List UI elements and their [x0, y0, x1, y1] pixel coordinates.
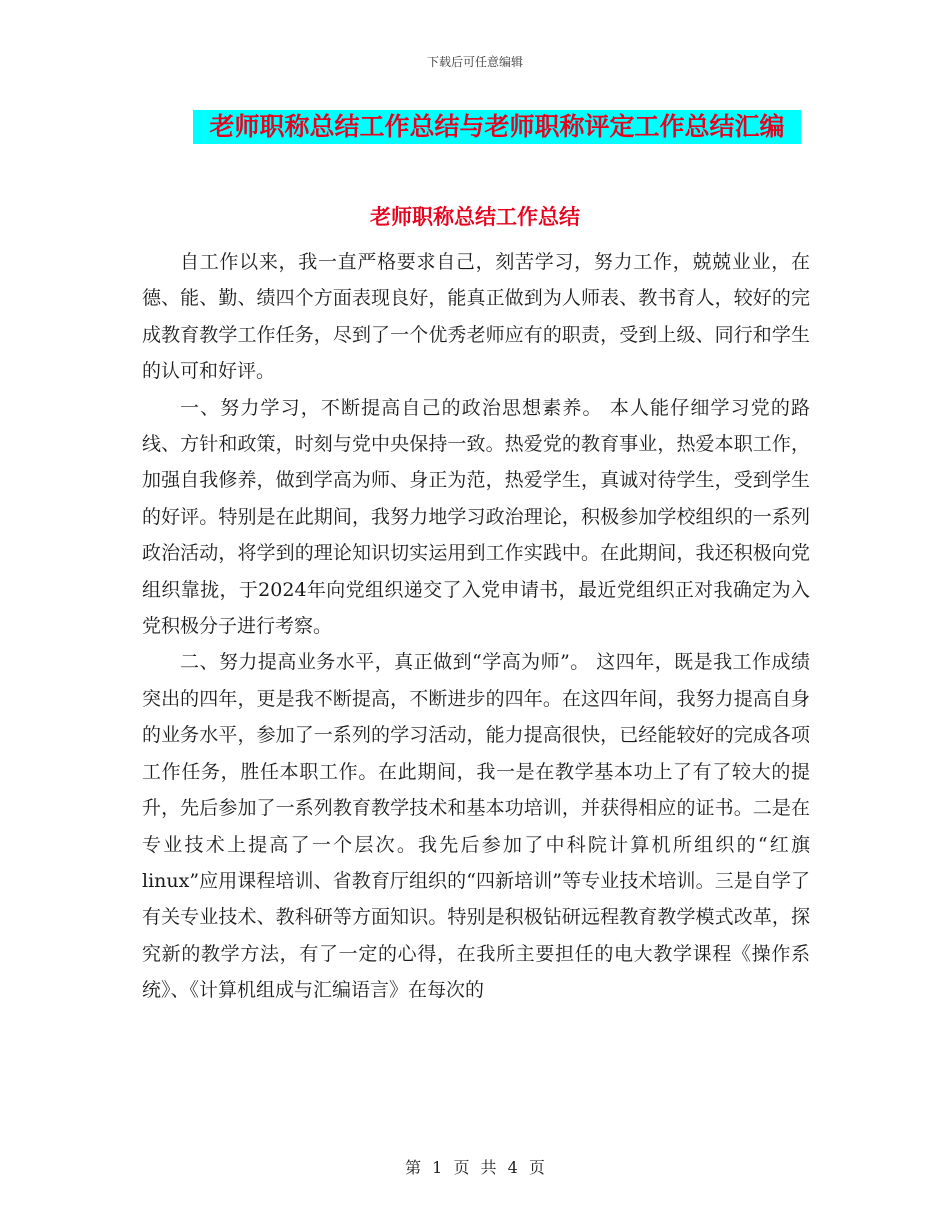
- body-text: [142, 244, 810, 1009]
- header-note: 下载后可任意编辑: [426, 55, 523, 69]
- page-footer: 第 1 页 共 4 页: [405, 1158, 545, 1177]
- section-title: 老师职称总结工作总结: [370, 205, 580, 229]
- paragraph: 自工作以来，我一直严格要求自己，刻苦学习，努力工作，兢兢业业，在德、能、勤、绩四个方面表现良好，能真正做到为人师表、教书育人，较好的完成教育教学工作任务，尽到了一个优秀老师应有的职责，受到上级、同行和学生的认可和好评。: [142, 251, 810, 383]
- paragraph: 一、努力学习，不断提高自己的政治思想素养。 本人能仔细学习党的路线、方针和政策，时刻与党中央保持一致。热爱党的教育事业，热爱本职工作，加强自我修养，做到学高为师、身正为范，热爱学生，真诚对待学生，受到学生的好评。特别是在此期间，我努力地学习政治理论，积极参加学校组织的一系列政治活动，将学到的理论知识切实运用到工作实践中。在此期间，我还积极向党组织靠拢，于2024年向党组织递交了入党申请书，最近党组织正对我确定为入党积极分子进行考察。: [142, 396, 810, 638]
- document-title: 老师职称总结工作总结与老师职称评定工作总结汇编: [193, 110, 801, 144]
- paragraph: 二、努力提高业务水平，真正做到“学高为师”。 这四年，既是我工作成绩突出的四年，更是我不断提高，不断进步的四年。在这四年间，我努力提高自身的业务水平，参加了一系列的学习活动，能力提高很快，已经能较好的完成各项工作任务，胜任本职工作。在此期间，我一是在教学基本功上了有了较大的提升，先后参加了一系列教育教学技术和基本功培训，并获得相应的证书。二是在专业技术上提高了一个层次。我先后参加了中科院计算机所组织的“红旗linux”应用课程培训、省教育厅组织的“四新培训”等专业技术培训。三是自学了有关专业技术、教科研等方面知识。特别是积极钻研远程教育教学模式改革，探究新的教学方法，有了一定的心得，在我所主要担任的电大教学课程《操作系统》、《计算机组成与汇编语言》在每次的: [142, 651, 810, 1002]
